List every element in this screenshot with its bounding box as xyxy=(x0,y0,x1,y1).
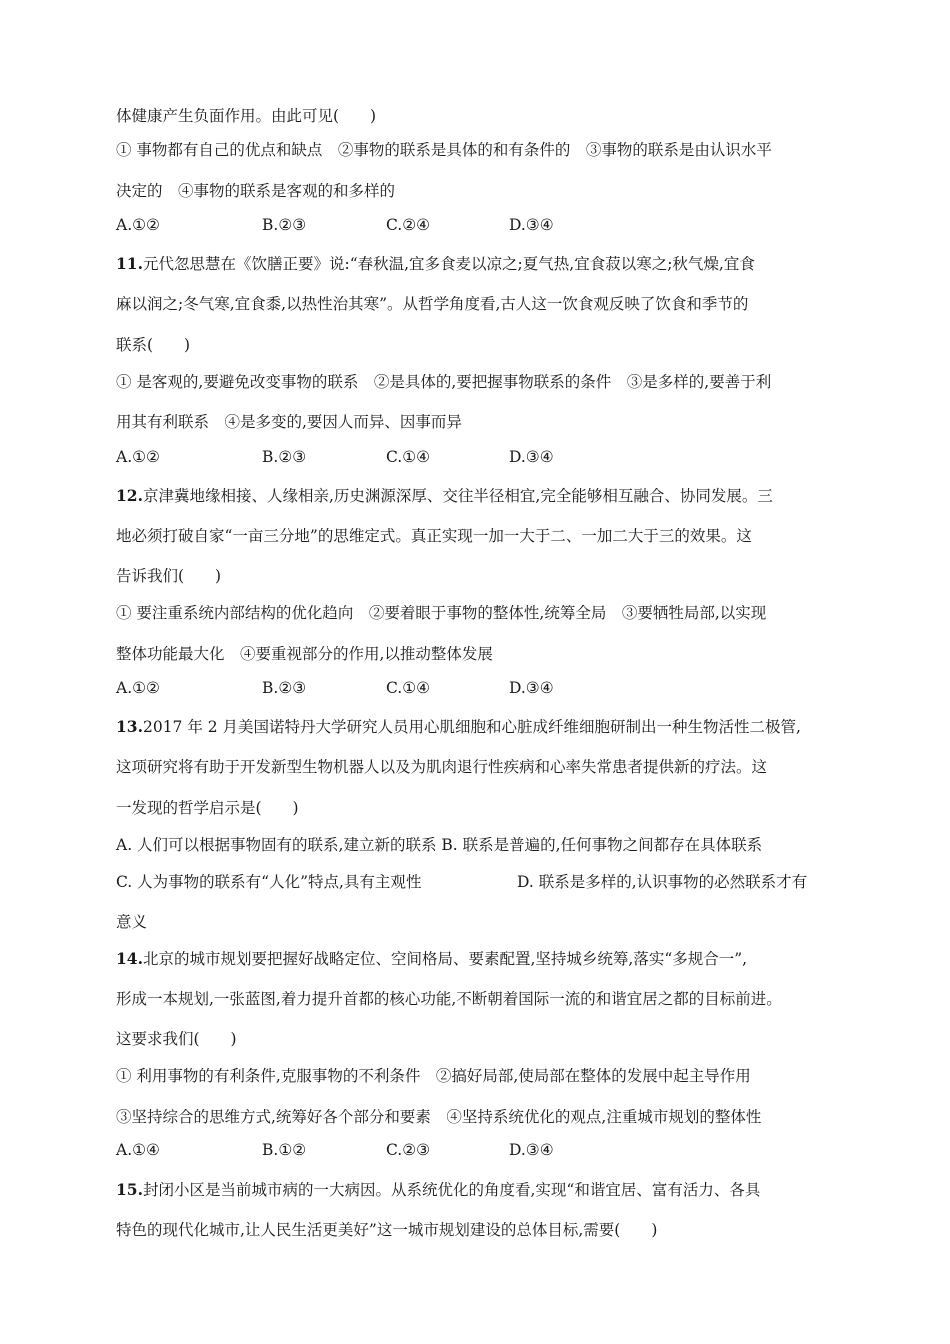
q11-option-d: D.③④ xyxy=(509,448,554,466)
q12-option-b: B.②③ xyxy=(262,679,307,697)
q11-option-c: C.①④ xyxy=(386,448,431,466)
q14-stem-line xyxy=(116,947,747,969)
q12-option-a: A.①② xyxy=(116,679,160,697)
q15-stem-text: 封闭小区是当前城市病的一大病因。从系统优化的角度看,实现“和谐宜居、富有活力、各具 xyxy=(142,1181,761,1199)
q11-stem-line: 联系( ) xyxy=(116,336,191,354)
q10-option-c: C.②④ xyxy=(386,216,431,234)
q13-stem-line: 一发现的哲学启示是( ) xyxy=(116,799,299,817)
q14-statements-line: ① 利用事物的有利条件,克服事物的不利条件 ②搞好局部,使局部在整体的发展中起主导作用 xyxy=(116,1067,751,1085)
q14-option-c: C.②③ xyxy=(386,1141,431,1159)
q10-stem-line: 体健康产生负面作用。由此可见( ) xyxy=(116,107,377,125)
q14-option-d: D.③④ xyxy=(509,1141,554,1159)
q11-statements-line: ① 是客观的,要避免改变事物的联系 ②是具体的,要把握事物联系的条件 ③是多样的,要善于利 xyxy=(116,373,772,391)
q14-stem-line: 这要求我们( ) xyxy=(116,1030,237,1048)
q11-stem-line: 麻以润之;冬气寒,宜食黍,以热性治其寒”。从哲学角度看,古人这一饮食观反映了饮食和季节的 xyxy=(116,295,749,313)
q12-option-c: C.①④ xyxy=(386,679,431,697)
q14-option-b: B.①② xyxy=(262,1141,307,1159)
q12-stem-line: 告诉我们( ) xyxy=(116,567,222,585)
q13-option-d-continued: 意义 xyxy=(116,913,148,931)
q10-statements-line: ① 事物都有自己的优点和缺点 ②事物的联系是具体的和有条件的 ③事物的联系是由认识水平 xyxy=(116,141,772,159)
q11-stem-text: 元代忽思慧在《饮膳正要》说:“春秋温,宜多食麦以凉之;夏气热,宜食菽以寒之;秋气燥,宜食 xyxy=(142,255,755,273)
q12-statements-line: ① 要注重系统内部结构的优化趋向 ②要着眼于事物的整体性,统筹全局 ③要牺牲局部,以实现 xyxy=(116,604,767,622)
q12-stem-line xyxy=(116,484,773,506)
q13-options-line: A. 人们可以根据事物固有的联系,建立新的联系 B. 联系是普遍的,任何事物之间都存在具体联系 xyxy=(116,836,763,854)
q13-stem-text: 2017 年 2 月美国诺特丹大学研究人员用心肌细胞和心脏成纤维细胞研制出一种生物活性二极管, xyxy=(142,718,801,736)
q12-statements-line: 整体功能最大化 ④要重视部分的作用,以推动整体发展 xyxy=(116,645,493,663)
q12-number: 12. xyxy=(116,486,143,505)
q15-number: 15. xyxy=(116,1180,143,1199)
q11-option-b: B.②③ xyxy=(262,448,307,466)
q12-stem-line: 地必须打破自家“一亩三分地”的思维定式。真正实现一加一大于二、一加二大于三的效果。这 xyxy=(116,527,752,545)
q14-statements-line: ③坚持综合的思维方式,统筹好各个部分和要素 ④坚持系统优化的观点,注重城市规划的整体性 xyxy=(116,1108,762,1126)
q13-stem-line xyxy=(116,715,801,737)
q11-stem-line xyxy=(116,252,755,274)
q13-number: 13. xyxy=(116,717,143,736)
q10-statements-line: 决定的 ④事物的联系是客观的和多样的 xyxy=(116,182,396,200)
q12-option-d: D.③④ xyxy=(509,679,554,697)
q12-stem-text: 京津冀地缘相接、人缘相亲,历史渊源深厚、交往半径相宜,完全能够相互融合、协同发展。三 xyxy=(142,487,773,505)
q10-option-d: D.③④ xyxy=(509,216,554,234)
q15-stem-line: 特色的现代化城市,让人民生活更美好”这一城市规划建设的总体目标,需要( ) xyxy=(116,1221,658,1239)
q13-option-c: C. 人为事物的联系有“人化”特点,具有主观性 xyxy=(116,873,422,891)
q11-number: 11. xyxy=(116,254,143,273)
q13-option-d: D. 联系是多样的,认识事物的必然联系才有 xyxy=(517,873,808,891)
q14-stem-text: 北京的城市规划要把握好战略定位、空间格局、要素配置,坚持城乡统筹,落实“多规合一”, xyxy=(142,950,748,968)
q14-number: 14. xyxy=(116,949,143,968)
q11-option-a: A.①② xyxy=(116,448,160,466)
q10-option-a: A.①② xyxy=(116,216,160,234)
q10-option-b: B.②③ xyxy=(262,216,307,234)
q13-stem-line: 这项研究将有助于开发新型生物机器人以及为肌肉退行性疾病和心率失常患者提供新的疗法。这 xyxy=(116,758,768,776)
q14-stem-line: 形成一本规划,一张蓝图,着力提升首都的核心功能,不断朝着国际一流的和谐宜居之都的目标前进。 xyxy=(116,990,782,1008)
q11-statements-line: 用其有利联系 ④是多变的,要因人而异、因事而异 xyxy=(116,413,462,431)
q15-stem-line xyxy=(116,1178,760,1200)
q14-option-a: A.①④ xyxy=(116,1141,160,1159)
